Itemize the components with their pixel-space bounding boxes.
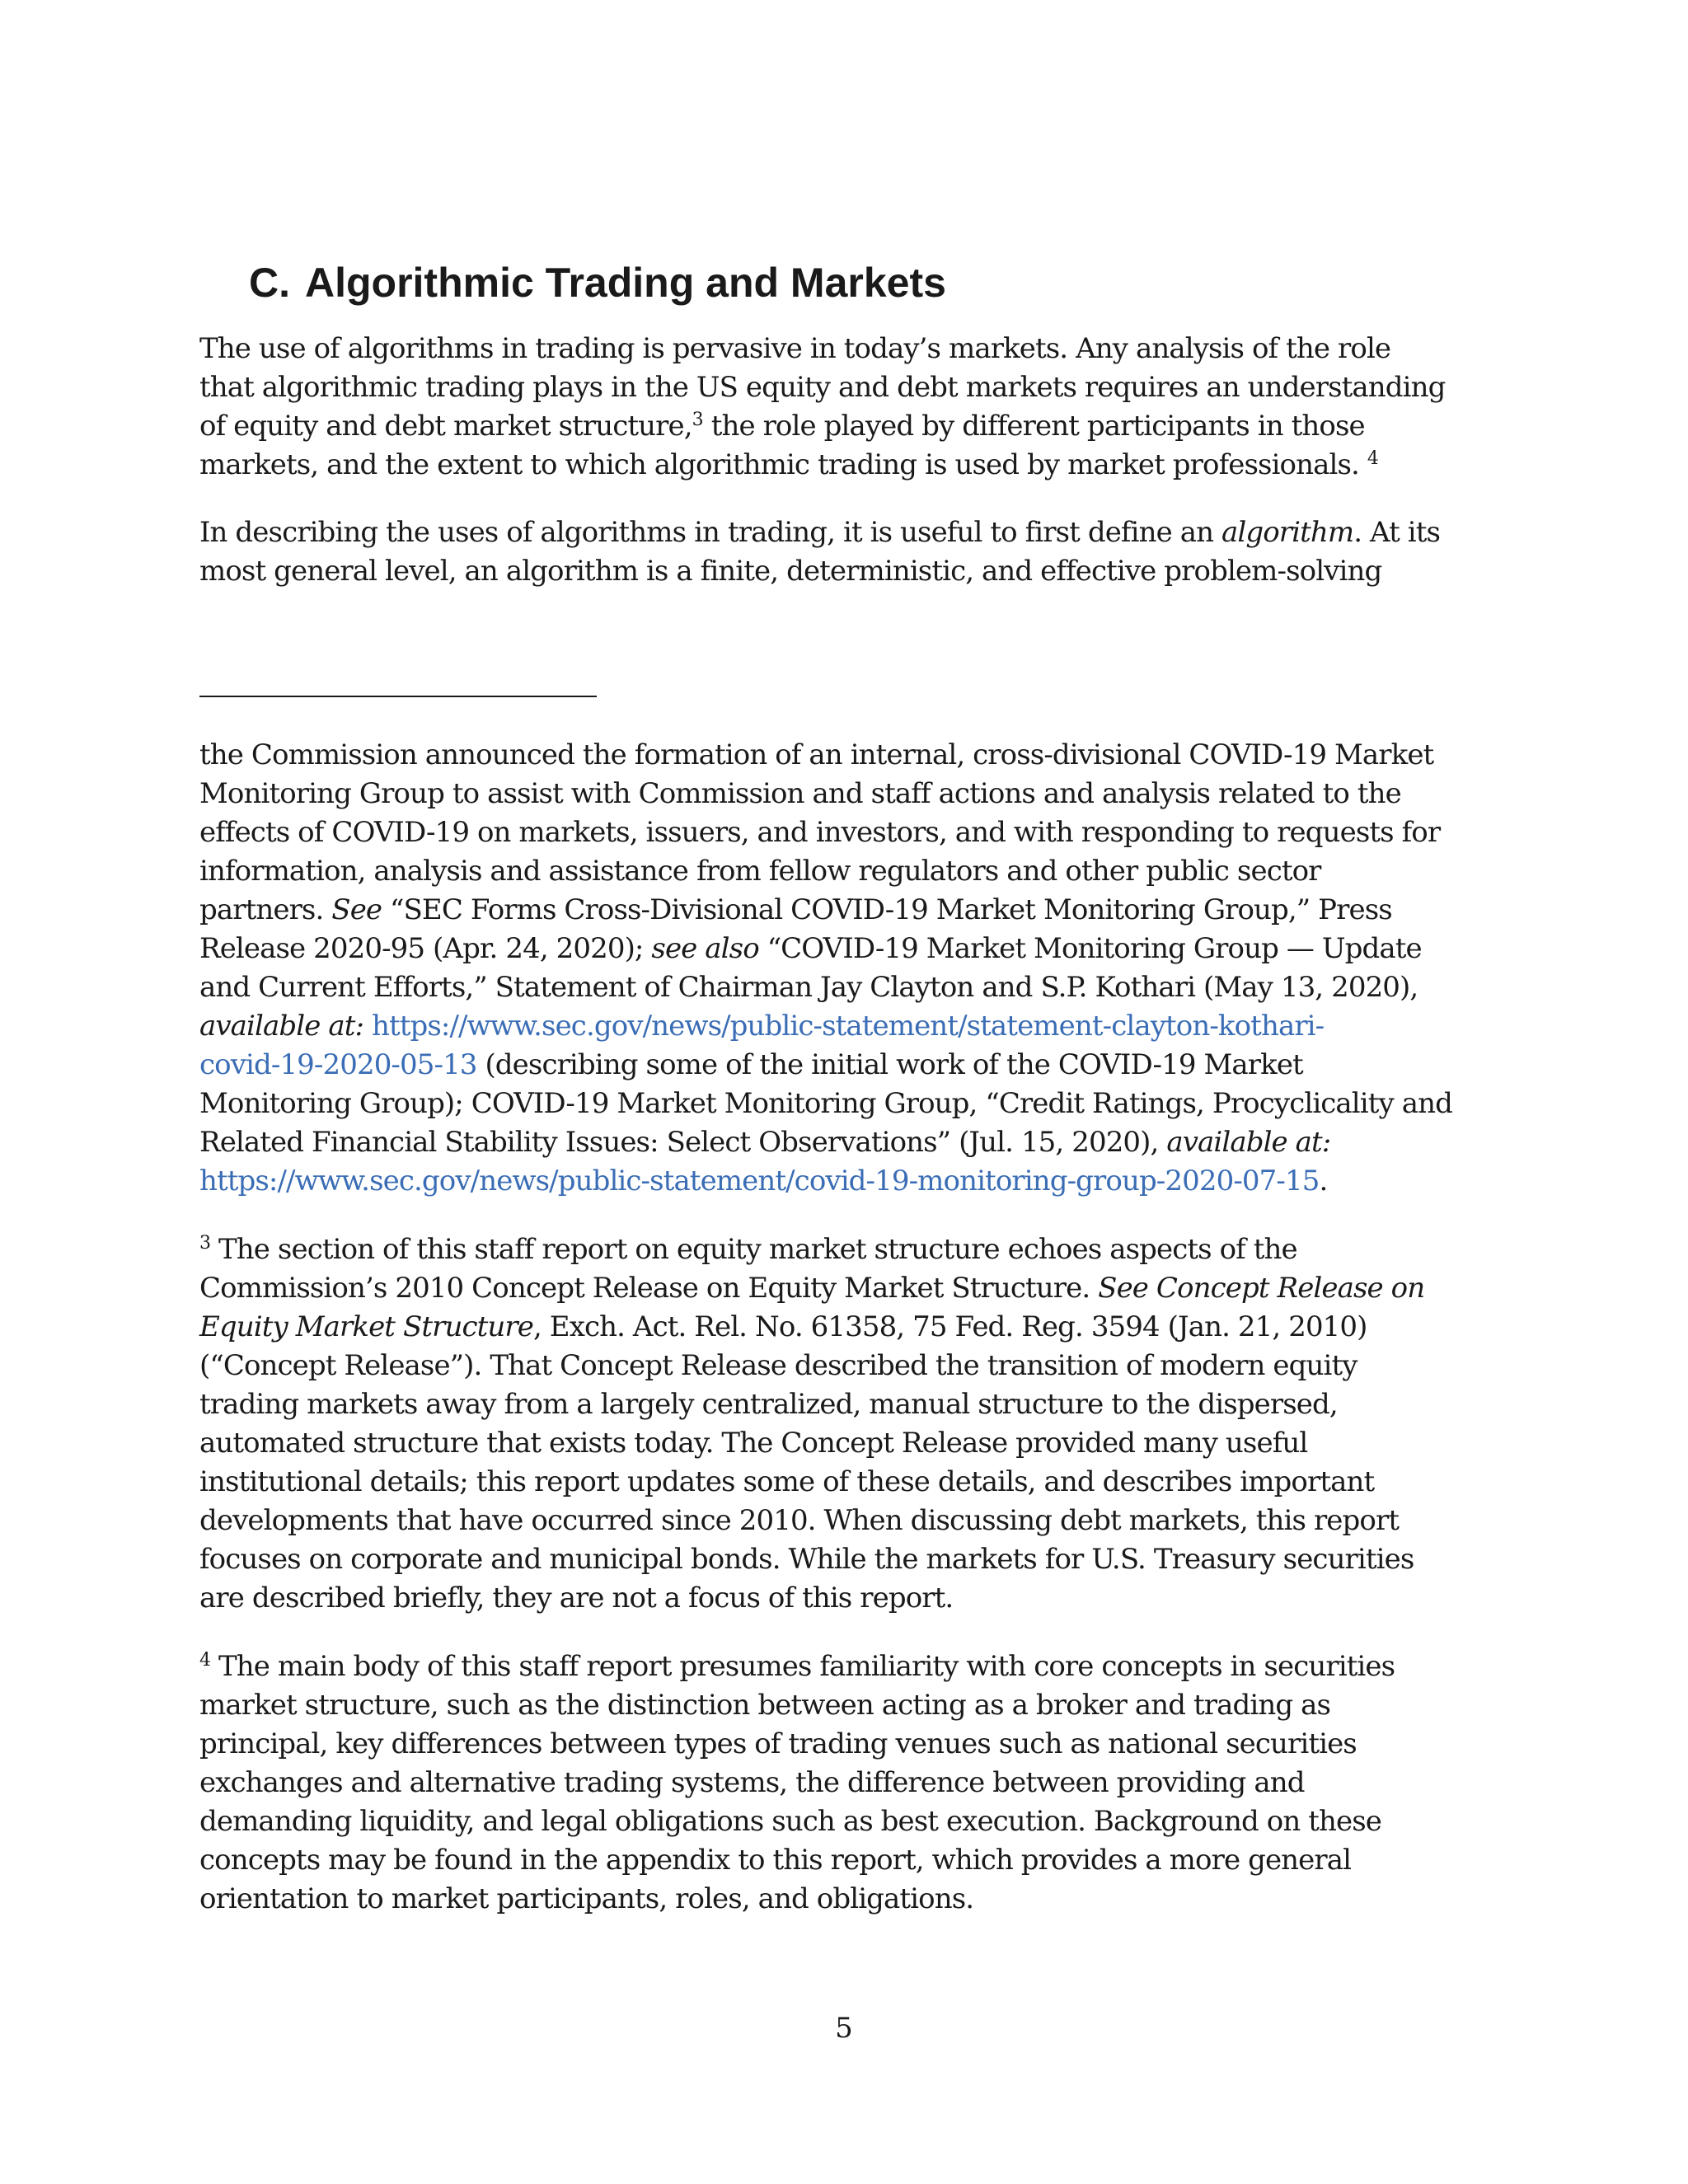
section-letter: C. bbox=[249, 260, 290, 306]
text-run: The main body of this staff report presumes familiarity with core concepts in securities bbox=[210, 1650, 1395, 1683]
paragraph-intro bbox=[199, 330, 1493, 485]
text-line: exchanges and alternative trading systems, the difference between providing and bbox=[199, 1766, 1305, 1799]
italic-citation: Equity Market Structure bbox=[199, 1310, 533, 1343]
page-number: 5 bbox=[835, 2012, 853, 2045]
text-line bbox=[199, 1269, 1493, 1308]
footnote-number-3: 3 bbox=[199, 1232, 211, 1254]
italic-signal: see also bbox=[651, 932, 759, 965]
text-line: Monitoring Group); COVID-19 Market Monitoring Group, “Credit Ratings, Procyclicality and bbox=[199, 1087, 1452, 1120]
text-run: The section of this staff report on equity market structure echoes aspects of the bbox=[210, 1233, 1297, 1266]
text-line: developments that have occurred since 2010. When discussing debt markets, this report bbox=[199, 1504, 1400, 1537]
text-line: concepts may be found in the appendix to this report, which provides a more general bbox=[199, 1844, 1352, 1877]
text-line: Monitoring Group to assist with Commission and staff actions and analysis related to the bbox=[199, 777, 1401, 810]
text-line: and Current Efforts,” Statement of Chairman Jay Clayton and S.P. Kothari (May 13, 2020), bbox=[199, 971, 1418, 1004]
italic-term: algorithm bbox=[1221, 516, 1354, 549]
text-line bbox=[199, 1647, 1493, 1686]
text-line: effects of COVID-19 on markets, issuers, and investors, and with responding to requests for bbox=[199, 816, 1441, 849]
text-run: Related Financial Stability Issues: Select Observations” (Jul. 15, 2020), bbox=[199, 1126, 1167, 1159]
text-line bbox=[199, 513, 1493, 552]
text-line: demanding liquidity, and legal obligations such as best execution. Background on these bbox=[199, 1805, 1382, 1838]
text-run: Release 2020-95 (Apr. 24, 2020); bbox=[199, 932, 652, 965]
section-heading bbox=[249, 254, 946, 312]
text-line bbox=[199, 1007, 1493, 1046]
text-run: In describing the uses of algorithms in trading, it is useful to first define an bbox=[199, 516, 1221, 549]
footnote-continued bbox=[199, 736, 1493, 1201]
text-line: focuses on corporate and municipal bonds. While the markets for U.S. Treasury securities bbox=[199, 1543, 1414, 1576]
text-line: are described briefly, they are not a focus of this report. bbox=[199, 1582, 954, 1615]
section-title: Algorithmic Trading and Markets bbox=[305, 260, 946, 306]
footnote-number-4: 4 bbox=[199, 1649, 211, 1671]
italic-citation: See Concept Release on bbox=[1098, 1272, 1425, 1305]
text-line bbox=[199, 407, 1493, 446]
footnote-ref-3[interactable]: 3 bbox=[692, 409, 703, 430]
text-line: The use of algorithms in trading is pervasive in today’s markets. Any analysis of the role bbox=[199, 332, 1391, 365]
footnote-4 bbox=[199, 1647, 1493, 1919]
text-line: institutional details; this report updates some of these details, and describes important bbox=[199, 1465, 1375, 1498]
text-line: the Commission announced the formation of an internal, cross-divisional COVID-19 Market bbox=[199, 738, 1434, 771]
statement-link-part1[interactable]: https://www.sec.gov/news/public-statement/statement-clayton-kothari- bbox=[371, 1010, 1325, 1043]
text-run: the role played by different participants in those bbox=[702, 410, 1365, 443]
text-line: most general level, an algorithm is a finite, deterministic, and effective problem-solving bbox=[199, 555, 1382, 588]
text-line bbox=[199, 1308, 1493, 1347]
text-run: partners. bbox=[199, 893, 332, 926]
text-line bbox=[199, 1162, 1493, 1201]
text-run: “SEC Forms Cross-Divisional COVID-19 Market Monitoring Group,” Press bbox=[382, 893, 1392, 926]
italic-signal: available at: bbox=[199, 1010, 364, 1043]
text-line: orientation to market participants, roles, and obligations. bbox=[199, 1882, 974, 1915]
text-line: automated structure that exists today. The Concept Release provided many useful bbox=[199, 1427, 1308, 1460]
monitoring-group-link[interactable]: https://www.sec.gov/news/public-statement/covid-19-monitoring-group-2020-07-15 bbox=[199, 1165, 1320, 1197]
statement-link-part2[interactable]: covid-19-2020-05-13 bbox=[199, 1048, 477, 1081]
text-line bbox=[199, 1230, 1493, 1269]
text-line bbox=[199, 1046, 1493, 1085]
text-run: . bbox=[1319, 1165, 1328, 1197]
text-run: markets, and the extent to which algorithmic trading is used by market professionals. bbox=[199, 448, 1367, 481]
text-line: information, analysis and assistance from fellow regulators and other public sector bbox=[199, 855, 1321, 888]
text-line: that algorithmic trading plays in the US equity and debt markets requires an understanding bbox=[199, 371, 1446, 404]
text-run: (describing some of the initial work of the COVID-19 Market bbox=[476, 1048, 1303, 1081]
text-run: . At its bbox=[1353, 516, 1441, 549]
footnote-3 bbox=[199, 1230, 1493, 1618]
text-run: , Exch. Act. Rel. No. 61358, 75 Fed. Reg. 3594 (Jan. 21, 2010) bbox=[532, 1310, 1367, 1343]
text-line: principal, key differences between types of trading venues such as national securities bbox=[199, 1727, 1357, 1760]
text-line bbox=[199, 1123, 1493, 1162]
footnote-separator bbox=[199, 696, 597, 697]
italic-signal: available at: bbox=[1166, 1126, 1331, 1159]
text-line: market structure, such as the distinction between acting as a broker and trading as bbox=[199, 1689, 1331, 1722]
italic-signal: See bbox=[331, 893, 382, 926]
text-line bbox=[199, 930, 1493, 968]
paragraph-algorithm bbox=[199, 513, 1493, 591]
text-run: of equity and debt market structure, bbox=[199, 410, 692, 443]
text-line: (“Concept Release”). That Concept Release described the transition of modern equity bbox=[199, 1349, 1357, 1382]
text-line bbox=[199, 446, 1493, 485]
footnote-ref-4[interactable]: 4 bbox=[1367, 448, 1378, 469]
text-run: “COVID-19 Market Monitoring Group — Update bbox=[758, 932, 1422, 965]
text-line bbox=[199, 891, 1493, 930]
text-run: Commission’s 2010 Concept Release on Equity Market Structure. bbox=[199, 1272, 1099, 1305]
text-line: trading markets away from a largely centralized, manual structure to the dispersed, bbox=[199, 1388, 1338, 1421]
